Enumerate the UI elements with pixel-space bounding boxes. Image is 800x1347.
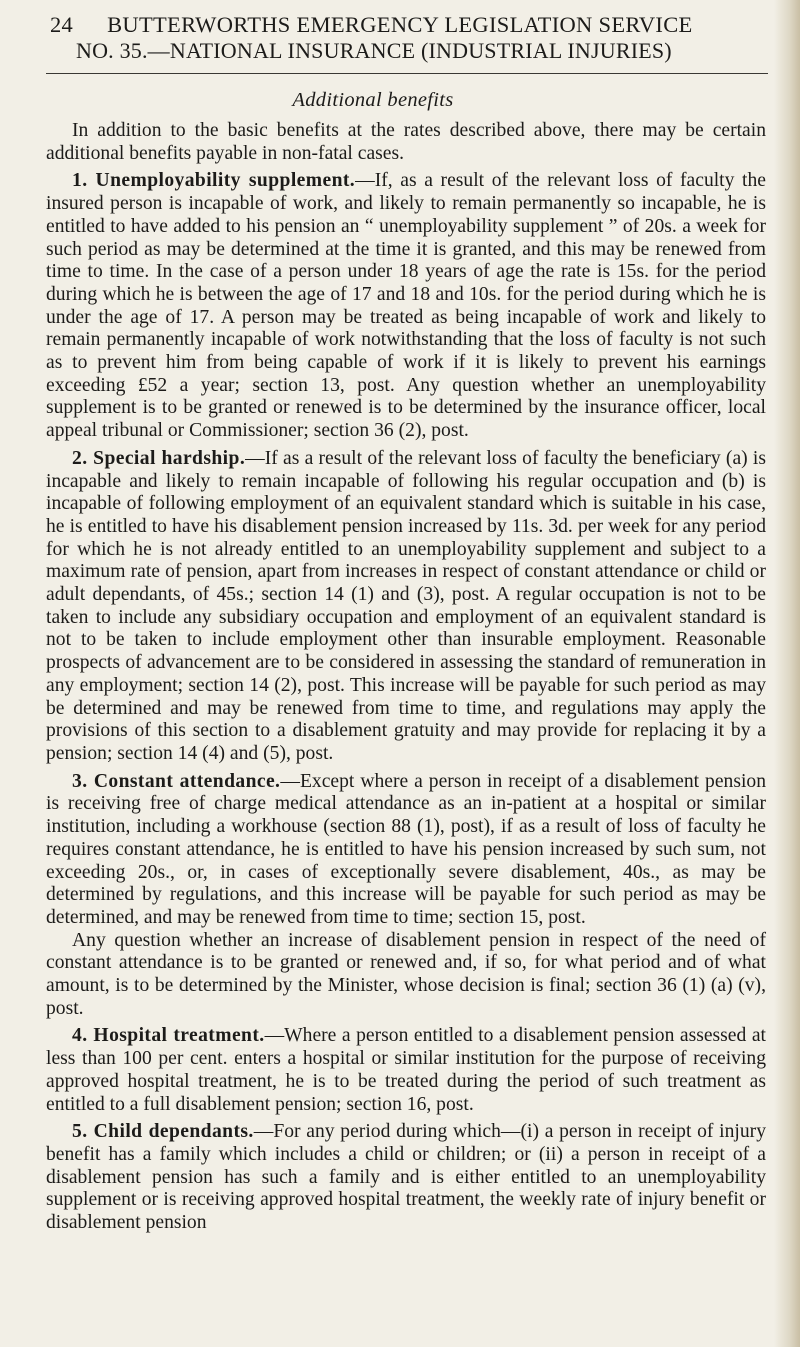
paragraph-body: —If as a result of the relevant loss of faculty the beneficiary (a) is incapable and likely to remain incapable of following his regular occupation and (b) is incapable of following employment of an equivalent standard which is suitable in his case, he is entitled to have his disablement pension increased by 11s. 3d. per week for any period for which he is not already entitled to an unemployability supplement and subject to a maximum rate of pension, apart from increases in respect of constant attendance or child or adult dependants, of 45s.; section 14 (1) and (3), post. A regular occupation is not to be taken to include any subsidiary occupation and employment of an equivalent standard is not to be taken to include employment other than insurable employment. Reasonable prospects of advancement are to be considered in assessing the standard of remuneration in any employment; section 14 (2), post. This increase will be payable for such period as may be determined and may be renewed from time to time, and regulations may apply the provisions of this section to a disablement gratuity and may provide for replacing it by a pension; section 14 (4) and (5), post.	[46, 447, 766, 764]
paragraph-constant-attendance-determination	[46, 930, 766, 1021]
intro-paragraph: In addition to the basic benefits at the rates described above, there may be certain additional benefits payable in non-fatal cases.	[46, 120, 766, 164]
chapter-title: NO. 35.—NATIONAL INSURANCE (INDUSTRIAL INJURIES)	[76, 38, 672, 63]
paragraph-body: —Except where a person in receipt of a disablement pension is receiving free of charge medical attendance as an in-patient at a hospital or similar institution, including a workhouse (section 88 (1), post), if as a result of loss of faculty he requires constant attendance, he is entitled to have his pension increased by such sum, not exceeding 20s., or, in cases of exceptionally severe disablement, 40s., as may be determined by regulations, and this increase will be payable for such period as may be determined, and may be renewed from time to time; section 15, post.	[46, 770, 766, 928]
page-number: 24	[50, 12, 74, 37]
paragraph-heading: 1. Unemployability supplement.	[72, 170, 356, 192]
paragraph-heading: 4. Hospital treatment.	[72, 1025, 265, 1047]
series-title: BUTTERWORTHS EMERGENCY LEGISLATION SERVICE	[107, 12, 693, 37]
paragraph-body: Any question whether an increase of disablement pension in respect of the need of constant attendance is to be granted or renewed and, if so, for what period and of what amount, is to be determined by the Minister, whose decision is final; section 36 (1) (a) (v), post.	[46, 929, 766, 1019]
paragraph-hospital-treatment	[46, 1025, 766, 1116]
paragraph-body: —If, as a result of the relevant loss of faculty the insured person is incapable of work, and likely to remain permanently so incapable, he is entitled to have added to his pension an “ unemployability supplement ” of 20s. a week for such period as may be determined at the time it is granted, and this may be renewed from time to time. In the case of a person under 18 years of age the rate is 15s. for the period during which he is between the age of 17 and 18 and 10s. for the period during which he is under the age of 17. A person may be treated as being incapable of work and likely to remain permanently incapable of work notwithstanding that the loss of faculty is not such as to prevent him from being capable of work if it is likely to prevent his earnings exceeding £52 a year; section 13, post. Any question whether an unemployability supplement is to be granted or renewed is to be determined by the insurance officer, local appeal tribunal or Commissioner; section 36 (2), post.	[46, 170, 766, 442]
paragraph-body: —For any period during which—(i) a person in receipt of injury benefit has a family which includes a child or children; or (ii) a person in receipt of a disablement pension has such a family and is either entitled to an unemployability supplement or is receiving approved hospital treatment, the weekly rate of injury benefit or disablement pension	[46, 1121, 766, 1234]
section-title: Additional benefits	[292, 89, 454, 111]
paragraph-unemployability-supplement	[46, 170, 766, 442]
paragraph-constant-attendance	[46, 771, 766, 930]
paragraph-heading: 2. Special hardship.	[72, 447, 246, 469]
paragraph-heading: 5. Child dependants.	[72, 1121, 254, 1143]
page-edge-shadow	[774, 0, 800, 1347]
running-header	[50, 12, 766, 38]
paragraph-body: —Where a person entitled to a disablement pension assessed at less than 100 per cent. enters a hospital or similar institution for the purpose of receiving approved hospital treatment, he is to be treated during the period of such treatment as entitled to a full disablement pension; section 16, post.	[46, 1025, 766, 1115]
paragraph-special-hardship	[46, 448, 766, 766]
paragraph-child-dependants	[46, 1121, 766, 1235]
header-rule	[46, 73, 768, 74]
paragraph-heading: 3. Constant attendance.	[72, 770, 281, 792]
